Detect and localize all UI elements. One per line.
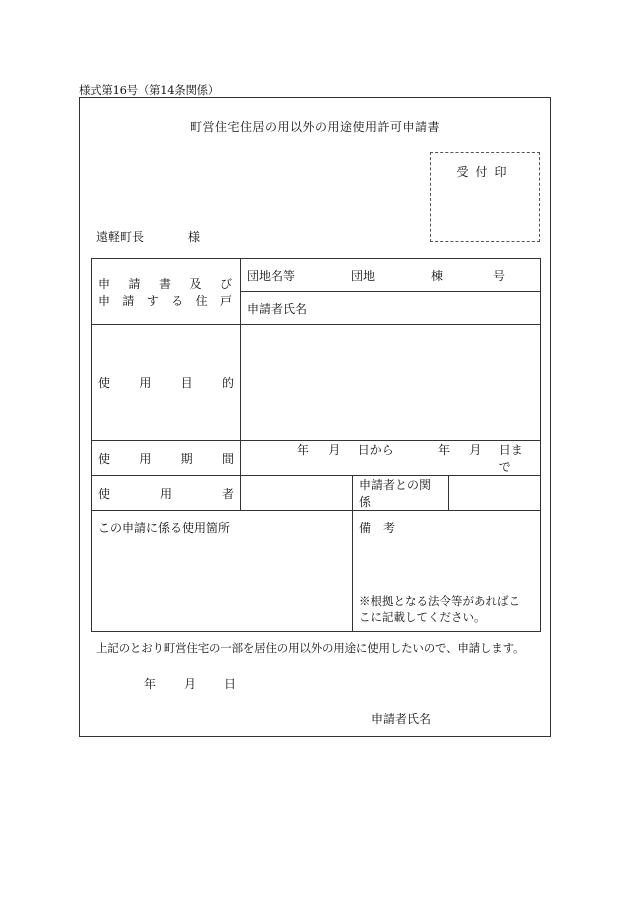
remarks-note: ※根拠となる法令等があればこ こに記載してください。: [359, 594, 520, 624]
purpose-field[interactable]: [241, 325, 541, 441]
period-from-day: 日から: [357, 443, 394, 457]
relation-field[interactable]: [449, 476, 541, 511]
user-label: 使 用 者: [92, 476, 241, 511]
user-field[interactable]: [241, 476, 353, 511]
period-from-year: 年: [297, 443, 310, 457]
signature-applicant-name[interactable]: 申請者氏名: [371, 712, 432, 726]
remarks-label: 備 考: [359, 521, 396, 535]
application-statement: 上記のとおり町営住宅の一部を居住の用以外の用途に使用したいので、申請します。: [96, 641, 525, 655]
applicant-unit-label: [92, 259, 241, 325]
period-label: 使 用 期 間: [92, 441, 241, 476]
danchi-label: 団地: [351, 268, 376, 283]
period-field[interactable]: [241, 441, 541, 476]
applicant-name-label: 申請者氏名: [247, 301, 308, 316]
addressee: [96, 228, 200, 245]
reception-stamp-label: 受付印: [456, 165, 514, 179]
addressee-honorific: 様: [188, 230, 201, 244]
applicant-name-field[interactable]: [241, 292, 541, 325]
form-title: 町営住宅住居の用以外の用途使用許可申請書: [189, 120, 440, 134]
application-date[interactable]: [144, 675, 264, 692]
application-table: [91, 258, 541, 632]
period-to-month: 月: [469, 443, 482, 457]
housing-name-field[interactable]: [241, 259, 541, 292]
applicant-unit-label-line1: 申 請 書 及 び: [98, 276, 232, 291]
remarks-field[interactable]: [353, 511, 541, 632]
applicant-unit-label-line2: 申 請 す る 住 戸: [98, 293, 232, 308]
purpose-label: 使 用 目 的: [92, 325, 241, 441]
date-day: 日: [224, 677, 237, 691]
location-label: この申請に係る使用箇所: [98, 521, 231, 535]
gou-label: 号: [493, 268, 506, 283]
period-to-day: 日まで: [498, 443, 523, 474]
location-field[interactable]: [92, 511, 353, 632]
period-to-year: 年: [438, 443, 451, 457]
relation-label: 申請者との関係: [353, 476, 449, 511]
date-month: 月: [184, 677, 197, 691]
tou-label: 棟: [431, 268, 444, 283]
form-number: 様式第16号（第14条関係）: [79, 83, 220, 97]
housing-name-label: 団地名等: [247, 268, 296, 283]
date-year: 年: [144, 677, 157, 691]
period-from-month: 月: [328, 443, 341, 457]
addressee-name: 遠軽町長: [96, 230, 145, 244]
